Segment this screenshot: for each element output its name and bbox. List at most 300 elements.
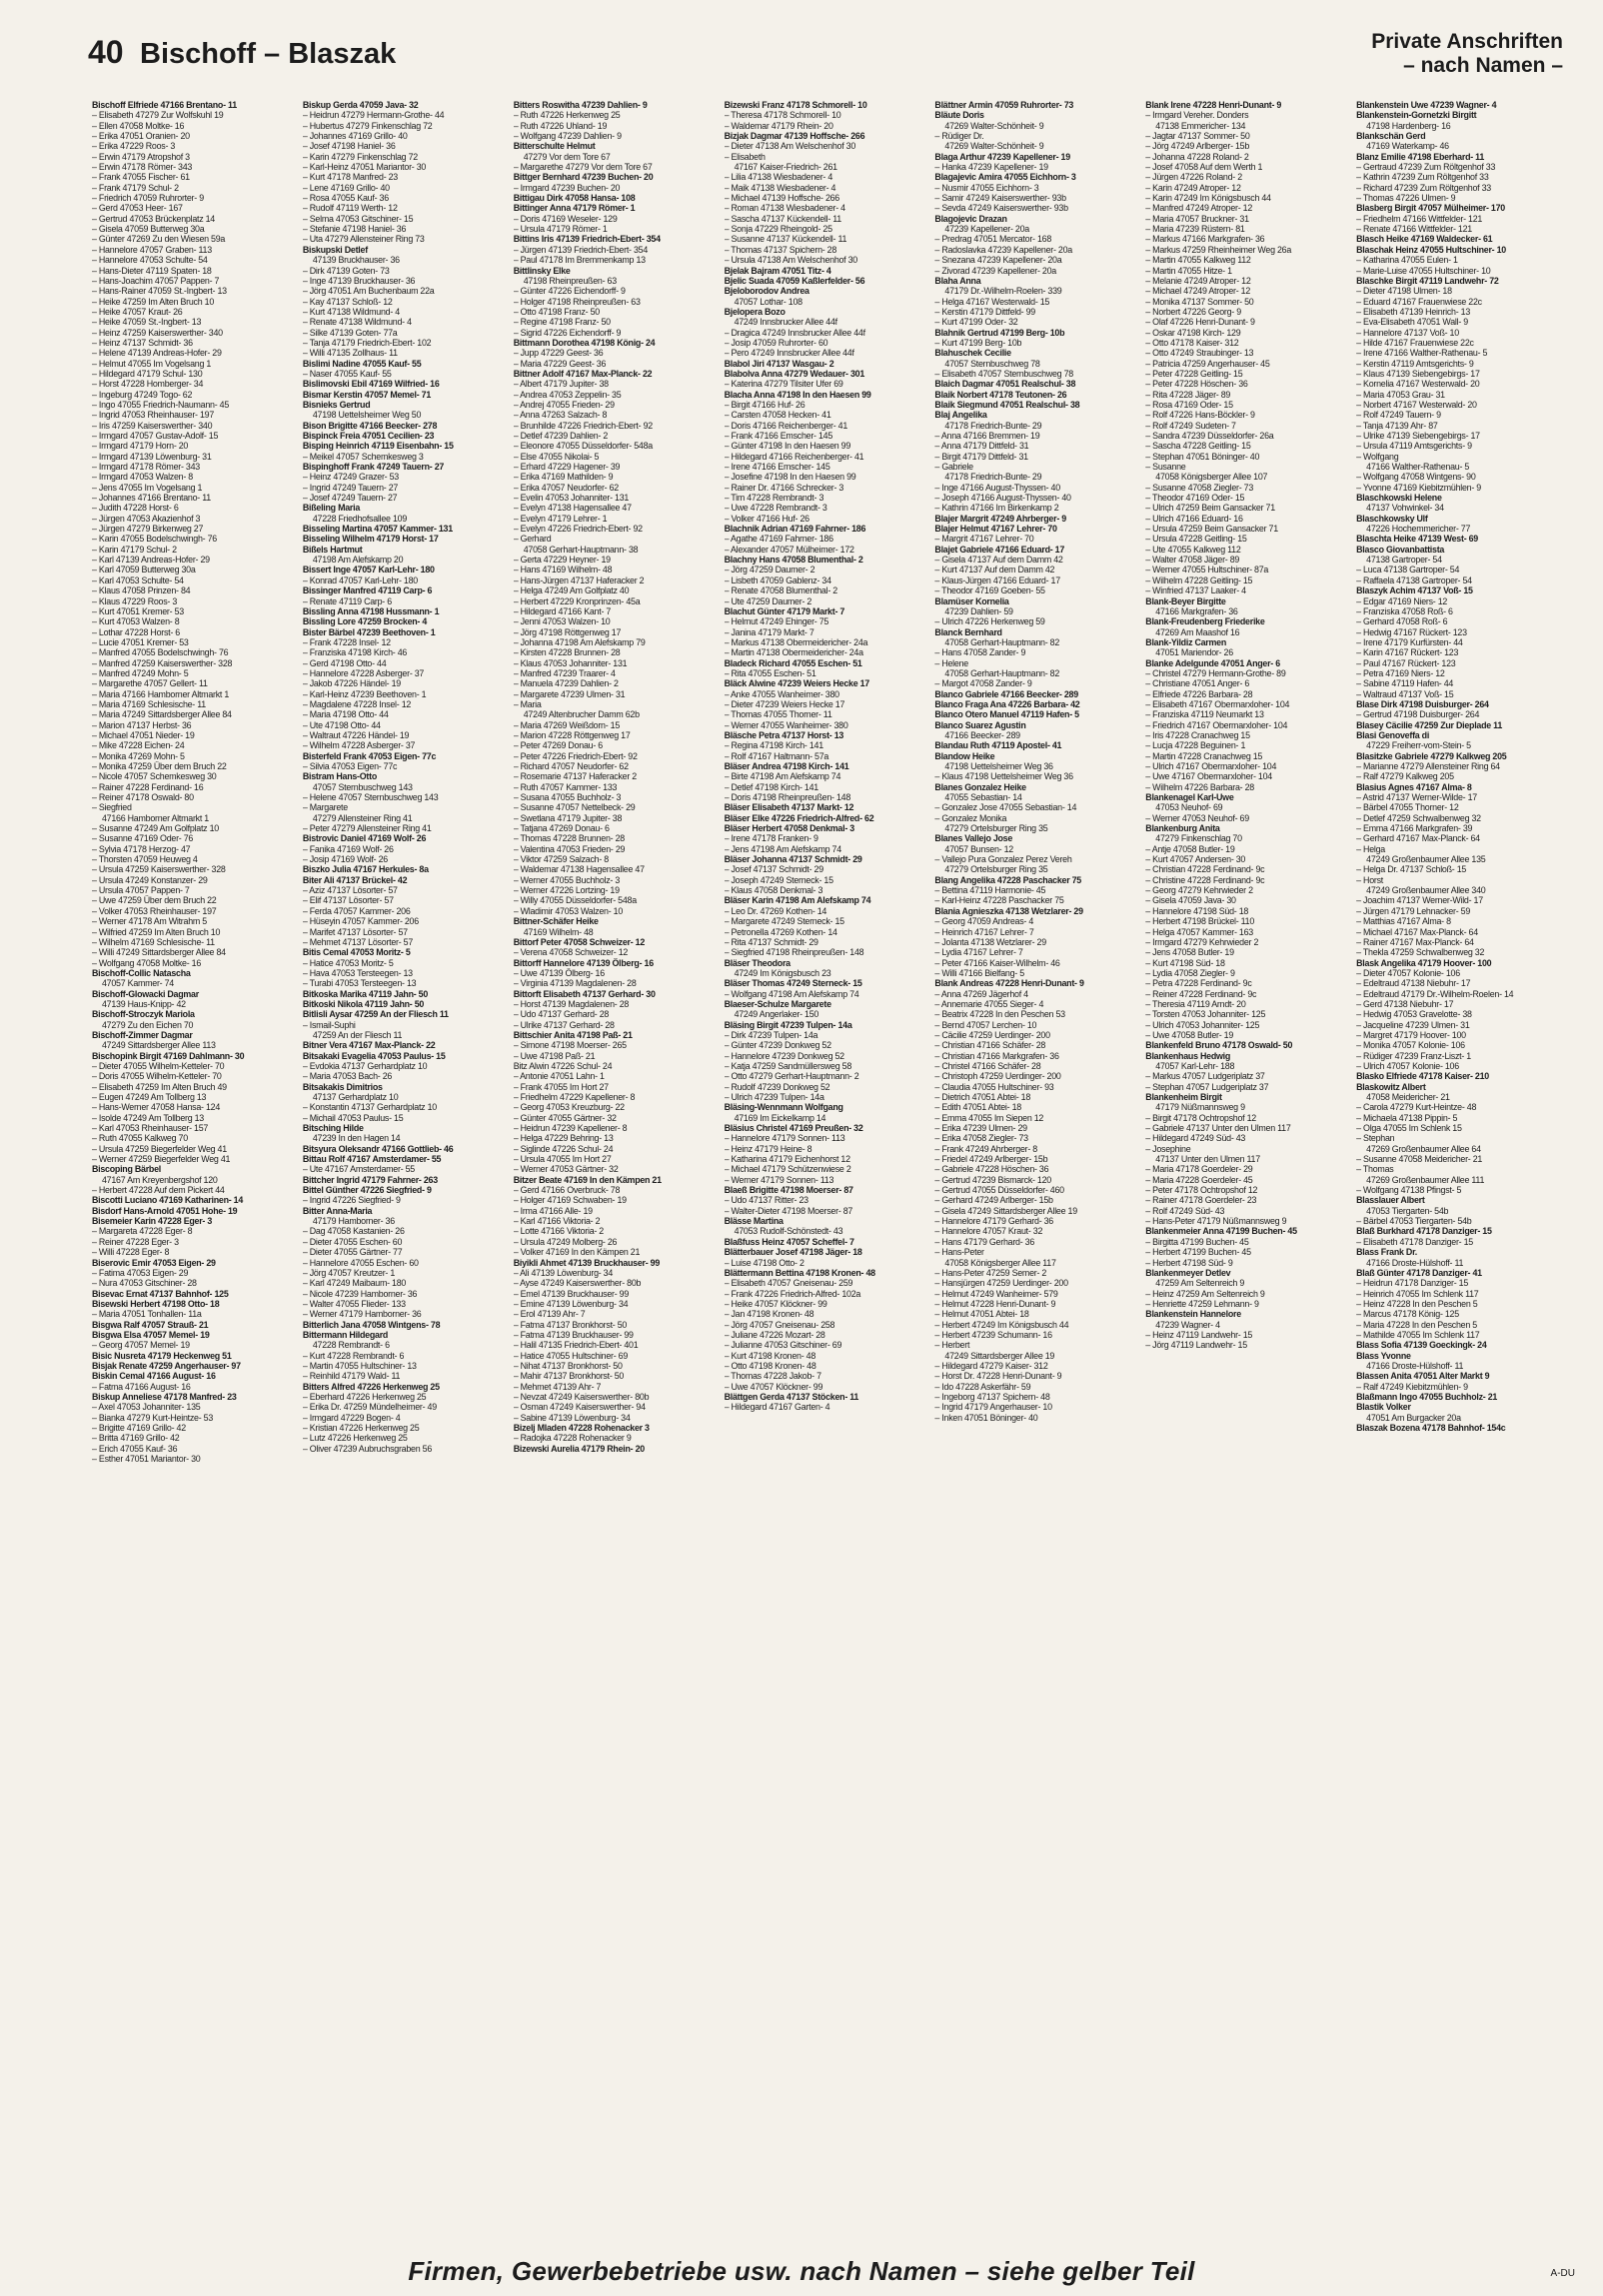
directory-entry: – Erich 47055 Kauf- 36 [92, 1443, 178, 1454]
directory-entry: – Kurt 47051 Kremer- 53 [92, 605, 184, 616]
directory-entry: – Heinrich 47055 Im Schlenk 117 [1356, 1288, 1479, 1299]
directory-entry: – Margarete 47249 Sterneck- 15 [724, 916, 844, 927]
directory-entry: Bitsakaki Evagelia 47053 Paulus- 15 [302, 1050, 446, 1061]
directory-entry: – Andrej 47055 Frieden- 29 [513, 399, 615, 410]
directory-entry: – Jürgen 47279 Birkenweg 27 [92, 524, 204, 535]
directory-entry: – Hildegard 47167 Garten- 4 [724, 1402, 830, 1413]
directory-entry: – Irmgard 47179 Horn- 20 [92, 441, 189, 452]
directory-entry: – Dieter 47138 Am Welschenhof 30 [724, 141, 856, 152]
directory-entry: Blabolva Anna 47279 Wedauer- 301 [724, 368, 865, 379]
directory-entry: Blankenfeld Bruno 47178 Oswald- 50 [1145, 1040, 1293, 1051]
directory-entry: – Kathrin 47239 Zum Röltgenhof 33 [1356, 172, 1489, 183]
directory-entry: 47269 Walter-Schönheit- 9 [944, 120, 1044, 131]
directory-entry: Bistrovic Daniel 47169 Wolf- 26 [302, 833, 427, 844]
directory-entry: – Albert 47179 Jupiter- 38 [513, 379, 609, 390]
directory-entry: Blaszyk Achim 47137 Voß- 15 [1356, 585, 1473, 596]
directory-entry: – Karin 47249 Atroper- 12 [1145, 182, 1241, 193]
directory-entry: – Waldemar 47179 Rhein- 20 [724, 120, 833, 131]
directory-entry: Biskup Gerda 47059 Java- 32 [302, 100, 419, 110]
directory-entry: – Friedhelm 47229 Kapellener- 8 [513, 1092, 636, 1102]
directory-entry: – Helga [1356, 843, 1385, 854]
directory-entry: Blass Frank Dr. [1356, 1247, 1418, 1258]
directory-entry: – Hubertus 47279 Finkenschlag 72 [302, 120, 433, 131]
directory-entry: 47051 Mariendor- 26 [1155, 647, 1233, 658]
directory-entry: – Inken 47051 Böninger- 40 [934, 1412, 1038, 1423]
directory-entry: – Norbert 47226 Georg- 9 [1145, 306, 1241, 317]
directory-entry: – Irmgard 47057 Gustav-Adolf- 15 [92, 431, 219, 441]
directory-entry: Bißeling Maria [302, 503, 360, 514]
directory-entry: Bizjak Dagmar 47139 Hoffsche- 266 [724, 131, 865, 142]
directory-entry: – Manfred 47249 Atroper- 12 [1145, 203, 1253, 214]
directory-entry: Bissling Anna 47198 Hussmann- 1 [302, 605, 440, 616]
directory-entry: – Helmut 47055 Im Vogelsang 1 [92, 358, 212, 369]
directory-entry: – Oliver 47239 Aubruchsgraben 56 [302, 1443, 433, 1454]
directory-entry: Bitkoski Nikola 47119 Jahn- 50 [302, 998, 425, 1009]
directory-entry: – Erika 47051 Oranien- 20 [92, 131, 190, 142]
directory-entry: Blank-Freudenberg Friederike [1145, 616, 1265, 627]
directory-entry: – Martin 47055 Hitze- 1 [1145, 265, 1232, 276]
directory-entry: Bitsakakis Dimitrios [302, 1081, 383, 1092]
directory-entry: – Edeltraud 47179 Dr.-Wilhelm-Roelen- 14 [1356, 988, 1514, 999]
directory-entry: Bläsius Christel 47169 Preußen- 32 [724, 1123, 863, 1134]
directory-entry: Bitlisli Aysar 47259 An der Fliesch 11 [302, 1009, 449, 1020]
directory-entry: – Markus 47057 Ludgeriplatz 37 [1145, 1071, 1265, 1082]
directory-entry: – Helga 47229 Behring- 13 [513, 1133, 614, 1144]
directory-entry: – Jörg 47057 Kreutzer- 1 [302, 1267, 396, 1278]
directory-entry: – Evelin 47053 Johanniter- 131 [513, 493, 630, 504]
directory-entry: – Werner 47055 Wanheimer- 380 [724, 719, 848, 730]
directory-entry: – Herbert 47198 Brückel- 110 [1145, 916, 1255, 927]
directory-entry: – Leo Dr. 47269 Kothen- 14 [724, 905, 827, 916]
directory-entry: – Agathe 47169 Fahrner- 186 [724, 534, 833, 545]
directory-entry: – Michael 47179 Schützenwiese 2 [724, 1164, 851, 1175]
directory-entry: – Werner 47179 Hamborner- 36 [302, 1309, 422, 1320]
directory-entry: – Fanika 47169 Wolf- 26 [302, 843, 394, 854]
directory-entry: – Helmut 47249 Wanheimer- 579 [934, 1288, 1058, 1299]
directory-entry: Bitsyura Oleksandr 47166 Gottlieb- 46 [302, 1143, 454, 1154]
directory-entry: 47279 Finkenschlag 70 [1155, 833, 1242, 844]
directory-entry: – Karl 47053 Schulte- 54 [92, 574, 184, 585]
directory-entry: – Ruth 47057 Kammer- 133 [513, 781, 618, 792]
directory-entry: Bittner Adolf 47167 Max-Planck- 22 [513, 368, 653, 379]
directory-entry: – Walter-Dieter 47198 Moerser- 87 [724, 1205, 853, 1216]
directory-entry: Bittner-Schäfer Heike [513, 916, 599, 927]
directory-column [725, 100, 929, 2228]
directory-entry: Bizewski Franz 47178 Schmorell- 10 [724, 100, 867, 110]
directory-entry: – Hannelore 47057 Kraut- 32 [934, 1226, 1043, 1237]
directory-entry: Blassen Anita 47051 Alter Markt 9 [1356, 1371, 1490, 1382]
directory-entry: – Silvia 47053 Eigen- 77c [302, 761, 398, 771]
directory-entry: – Eduard 47167 Frauenwiese 22c [1356, 296, 1482, 307]
directory-entry: – Werner 47179 Sonnen- 113 [724, 1174, 834, 1185]
directory-entry: Bläser Elisabeth 47137 Markt- 12 [724, 802, 854, 813]
directory-entry: – Gerd 47166 Overbruck- 78 [513, 1185, 621, 1196]
directory-entry: 47167 Kaiser-Friedrich- 261 [734, 162, 837, 173]
directory-entry: – Birgitta 47199 Buchen- 45 [1145, 1236, 1249, 1247]
directory-entry: – Tatjana 47269 Donau- 6 [513, 823, 610, 834]
directory-entry: – Frank 47055 Im Hort 27 [513, 1081, 609, 1092]
directory-entry: Blaschta Heike 47139 West- 69 [1356, 534, 1478, 545]
directory-entry: – Brunhilde 47226 Friedrich-Ebert- 92 [513, 420, 653, 431]
directory-entry: Bislimovski Ebil 47169 Wilfried- 16 [302, 379, 440, 390]
directory-entry: Bittau Rolf 47167 Amsterdamer- 55 [302, 1154, 442, 1165]
directory-entry: – Kurt 47228 Rembrandt- 6 [302, 1350, 405, 1361]
directory-entry: – Fatma 47137 Bronkhorst- 50 [513, 1319, 628, 1330]
directory-entry: 47249 Altenbrucher Damm 62b [523, 709, 640, 720]
directory-entry: – Uwe 47198 Paß- 21 [513, 1050, 596, 1061]
directory-entry: – Renate 47166 Wittfelder- 121 [1356, 224, 1472, 235]
directory-entry: 47259 An der Fliesch 11 [312, 1029, 403, 1040]
directory-entry: – Margot 47058 Zander- 9 [934, 678, 1032, 689]
directory-entry: – Gerhard [513, 534, 552, 545]
directory-entry: – Georg 47059 Andreas- 4 [934, 916, 1034, 927]
directory-entry: Bischopink Birgit 47169 Dahlmann- 30 [92, 1050, 245, 1061]
directory-entry: – Rudolf 47239 Donkweg 52 [724, 1081, 830, 1092]
directory-entry: – Jörg 47057 Gneisenau- 258 [724, 1319, 835, 1330]
directory-entry: – Astrid 47137 Werner-Wilde- 17 [1356, 792, 1477, 803]
directory-entry: – Gabriele 47228 Höschen- 36 [934, 1164, 1049, 1175]
directory-entry: 47057 Karl-Lehr- 188 [1155, 1060, 1235, 1071]
directory-entry: – Heidrun 47239 Kapellener- 8 [513, 1123, 628, 1134]
directory-entry: 47139 Haus-Knipp- 42 [102, 998, 186, 1009]
directory-entry: – Else 47055 Nikolai- 5 [513, 451, 600, 462]
page-number: 40 [88, 34, 124, 70]
directory-entry: Blaha Anna [934, 275, 981, 286]
directory-entry: – Anke 47055 Wanheimer- 380 [724, 688, 839, 699]
directory-entry: – Ruth 47226 Herkenweg 25 [513, 110, 621, 121]
directory-entry: – Sascha 47137 Kückendell- 11 [724, 213, 841, 224]
directory-entry: Blasco Giovanbattista [1356, 544, 1445, 555]
directory-entry: – Julianne 47053 Gitschiner- 69 [724, 1340, 842, 1351]
directory-entry: Bismar Kerstin 47057 Memel- 71 [302, 389, 432, 400]
directory-entry: – Ralf 47279 Kalkweg 205 [1356, 771, 1454, 782]
directory-entry: 47058 Königsberger Allee 107 [1155, 472, 1268, 483]
directory-entry: – Siglinde 47226 Schul- 24 [513, 1143, 614, 1154]
directory-entry: – Elfriede 47226 Barbara- 28 [1145, 688, 1253, 699]
directory-entry: – Hannelore 47057 Graben- 113 [92, 244, 212, 255]
directory-entry: – Elisabeth 47279 Zur Wolfskuhl 19 [92, 110, 224, 121]
directory-entry: – Christine 47228 Ferdinand- 9c [1145, 874, 1265, 885]
directory-entry: Bitner Vera 47167 Max-Planck- 22 [302, 1040, 436, 1051]
directory-entry: – Heinrich 47167 Lehrer- 7 [934, 926, 1034, 937]
directory-entry: – Helga Dr. 47137 Schloß- 15 [1356, 864, 1467, 875]
directory-entry: Blandow Heike [934, 750, 995, 761]
directory-entry: – Lisbeth 47059 Gablenz- 34 [724, 574, 831, 585]
directory-entry: – Inge 47166 August-Thyssen- 40 [934, 482, 1060, 493]
directory-entry: Blamüser Kornelia [934, 595, 1009, 606]
directory-entry: – Ulrich 47226 Herkenweg 59 [934, 616, 1045, 627]
directory-entry: – Jörg 47051 Am Buchenbaum 22a [302, 286, 435, 297]
directory-entry: – Emine 47139 Löwenburg- 34 [513, 1298, 629, 1309]
directory-entry: – Sascha 47228 Geitling- 15 [1145, 441, 1251, 452]
page-title: Bischoff – Blaszak [140, 38, 397, 70]
directory-entry: – Klaus 47058 Denkmal- 3 [724, 885, 823, 896]
directory-entry: – Markus 47259 Rheinheimer Weg 26a [1145, 244, 1292, 255]
directory-entry: – Johanna 47198 Am Alefskamp 79 [513, 636, 646, 647]
directory-entry: – Hans-Jürgen 47137 Haferacker 2 [513, 574, 645, 585]
directory-entry: – Horst [1356, 874, 1383, 885]
directory-entry: Bisewski Herbert 47198 Otto- 18 [92, 1298, 220, 1309]
directory-entry: – Radoslavka 47239 Kapellener- 20a [934, 244, 1072, 255]
directory-entry: – Ulrich 47259 Beim Gansacker 71 [1145, 503, 1275, 514]
directory-entry: – Birgit 47178 Ochtropshof 12 [1145, 1112, 1256, 1123]
directory-entry: – Dag 47058 Kastanien- 26 [302, 1226, 405, 1237]
directory-entry: Bischoff-Glowacki Dagmar [92, 988, 199, 999]
directory-entry: Blahuschek Cecilie [934, 348, 1011, 359]
directory-entry: Bittins Iris 47139 Friedrich-Ebert- 354 [513, 234, 661, 245]
directory-entry: – Michael 47139 Hoffsche- 266 [724, 193, 839, 204]
directory-entry: – Herbert 47239 Schumann- 16 [934, 1329, 1052, 1340]
directory-entry: Blaich Dagmar 47051 Realschul- 38 [934, 379, 1076, 390]
directory-entry: – Jürgen 47179 Lehnacker- 59 [1356, 905, 1471, 916]
directory-entry: – Simone 47198 Moerser- 265 [513, 1040, 627, 1051]
directory-entry: – Gerd 47053 Heer- 167 [92, 203, 183, 214]
directory-entry: Bittschier Anita 47198 Paß- 21 [513, 1029, 633, 1040]
directory-entry: – Ute 47167 Amsterdamer- 55 [302, 1164, 415, 1175]
directory-entry: – Peter 47269 Donau- 6 [513, 740, 603, 751]
directory-entry: – Kurt 47178 Manfred- 23 [302, 172, 398, 183]
directory-entry: Bischoff-Stroczyk Mariola [92, 1009, 195, 1020]
directory-entry: – Maria 47053 Grau- 31 [1356, 389, 1445, 400]
directory-entry: – Rolf 47249 Sudeten- 7 [1145, 420, 1236, 431]
directory-entry: – Hans-Peter [934, 1247, 984, 1258]
directory-entry: – Susanne 47169 Oder- 76 [92, 833, 194, 844]
directory-entry: – Susanne 47249 Am Golfplatz 10 [92, 823, 219, 834]
directory-entry: – Rita 47228 Jäger- 89 [1145, 389, 1231, 400]
directory-entry: – Heinz 47137 Schmidt- 36 [92, 337, 193, 348]
directory-entry: – Lydia 47058 Ziegler- 9 [1145, 967, 1235, 978]
directory-entry: – Kurt 47199 Berg- 10b [934, 337, 1022, 348]
directory-entry: – Waltraud 47137 Voß- 15 [1356, 688, 1454, 699]
directory-entry: – Irene 47166 Walther-Rathenau- 5 [1356, 348, 1488, 359]
directory-entry: – Jenni 47053 Walzen- 10 [513, 616, 611, 627]
directory-entry: Blässe Martina [724, 1216, 784, 1227]
directory-entry: 47166 Beecker- 289 [944, 729, 1020, 740]
directory-entry: – Hans 47169 Wilhelm- 48 [513, 565, 613, 575]
directory-entry: – Friedel 47249 Arlberger- 15b [934, 1154, 1048, 1165]
directory-entry: – Heike 47059 St.-Ingbert- 13 [92, 317, 202, 328]
directory-entry: – Elisabeth 47057 Gneisenau- 259 [724, 1278, 853, 1289]
directory-entry: – Kurt 47198 Süd- 18 [1145, 957, 1225, 968]
directory-entry: – Michael 47249 Atroper- 12 [1145, 286, 1251, 297]
directory-entry: Bläck Alwine 47239 Weiers Hecke 17 [724, 678, 869, 689]
directory-entry: – Sabine 47119 Hafen- 44 [1356, 678, 1454, 689]
directory-entry: – Lothar 47228 Horst- 6 [92, 626, 180, 637]
directory-entry: – Melanie 47249 Atroper- 12 [1145, 275, 1251, 286]
directory-entry: – Gertrud 47239 Bismarck- 120 [934, 1174, 1051, 1185]
directory-entry: 47249 Sittardsberger Allee 113 [102, 1040, 216, 1051]
directory-entry: – Heike 47057 Klöckner- 99 [724, 1298, 827, 1309]
directory-entry: 47138 Gartroper- 54 [1366, 555, 1442, 566]
directory-entry: 47198 Rheinpreußen- 63 [523, 275, 617, 286]
directory-entry: – Willi 47228 Eger- 8 [92, 1247, 170, 1258]
directory-entry: Blasch Heike 47169 Waldecker- 61 [1356, 234, 1493, 245]
directory-entry: – Winfried 47137 Laaker- 4 [1145, 585, 1246, 596]
directory-entry: – Ursula 47228 Geitling- 15 [1145, 534, 1247, 545]
directory-entry: Blachny Hans 47058 Blumenthal- 2 [724, 555, 863, 566]
directory-entry: – Gerd 47198 Otto- 44 [302, 657, 387, 668]
directory-entry: – Lutz 47226 Herkenweg 25 [302, 1433, 408, 1444]
directory-entry: – Kornelia 47167 Westerwald- 20 [1356, 379, 1480, 390]
directory-entry: – Klaus 47058 Prinzen- 84 [92, 585, 191, 596]
directory-entry: 47058 Gerhart-Hauptmann- 82 [944, 667, 1060, 678]
directory-entry: – Luca 47138 Gartroper- 54 [1356, 565, 1460, 575]
directory-entry: Bitsching Hilde [302, 1123, 364, 1134]
directory-entry: – Friedhelm 47166 Wittfelder- 121 [1356, 213, 1483, 224]
directory-entry: – Sabine 47139 Löwenburg- 34 [513, 1412, 631, 1423]
directory-entry: – Frank 47166 Emscher- 145 [724, 431, 833, 441]
directory-entry: – Theodor 47169 Goeben- 55 [934, 585, 1045, 596]
directory-entry: – Maria 47169 Schlesische- 11 [92, 698, 206, 709]
directory-entry: – Joseph 47249 Sterneck- 15 [724, 874, 833, 885]
directory-entry: Blankenheim Birgit [1145, 1092, 1222, 1102]
directory-entry: – Klaus 47229 Roos- 3 [92, 595, 178, 606]
directory-entry: Bittel Günther 47226 Siegfried- 9 [302, 1185, 432, 1196]
directory-entry: – Margareta 47228 Eger- 8 [92, 1226, 193, 1237]
directory-entry: – Klaus 47053 Johanniter- 131 [513, 657, 628, 668]
directory-entry: – Ingrid 47053 Rheinhauser- 197 [92, 410, 215, 421]
directory-entry: – Christel 47279 Hermann-Grothe- 89 [1145, 667, 1286, 678]
directory-entry: 47057 Sternbuschweg 143 [312, 781, 413, 792]
directory-entry: – Dieter 47055 Gärtner- 77 [302, 1247, 403, 1258]
directory-entry: – Nicole 47057 Schemkesweg 30 [92, 771, 217, 782]
directory-entry: – Frank 47228 Insel- 12 [302, 636, 391, 647]
directory-entry: – Waltraut 47226 Händel- 19 [302, 729, 410, 740]
directory-entry: – Richard 47239 Zum Röltgenhof 33 [1356, 182, 1491, 193]
directory-entry: – Hilde 47167 Frauenwiese 22c [1356, 337, 1474, 348]
directory-entry: – Claudia 47055 Hultschiner- 93 [934, 1081, 1054, 1092]
directory-entry: – Irma 47166 Alle- 19 [513, 1205, 593, 1216]
directory-entry: – Marcus 47178 König- 125 [1356, 1309, 1459, 1320]
directory-entry: – Lucja 47228 Beguinen- 1 [1145, 740, 1246, 751]
directory-entry: – Herbert 47228 Auf dem Pickert 44 [92, 1185, 225, 1196]
directory-entry: – Ayse 47249 Kaiserswerther- 80b [513, 1278, 642, 1289]
directory-entry: – Gabriele [934, 462, 973, 473]
directory-entry: – Margrit 47167 Lehrer- 70 [934, 534, 1034, 545]
directory-entry: Bläsche Petra 47137 Horst- 13 [724, 729, 844, 740]
directory-entry: – Bärbel 47055 Thorner- 12 [1356, 802, 1459, 813]
directory-entry: Bisic Nusreta 47179 Heckenweg 51 [92, 1350, 232, 1361]
directory-entry: Blaßfuss Heinz 47057 Scheffel- 7 [724, 1236, 854, 1247]
directory-entry: – Ute 47259 Daumer- 2 [724, 595, 812, 606]
directory-entry: – Carsten 47058 Hecken- 41 [724, 410, 831, 421]
directory-entry: Bisevac Ernat 47137 Bahnhof- 125 [92, 1288, 229, 1299]
directory-entry: Blaschak Heinz 47055 Hultschiner- 10 [1356, 244, 1506, 255]
directory-entry: – Marifet 47137 Lösorter- 57 [302, 926, 408, 937]
directory-entry: 47269 Walter-Schönheit- 9 [944, 141, 1044, 152]
directory-entry: Bittcher Ingrid 47179 Fahrner- 263 [302, 1174, 438, 1185]
directory-entry: – Stephan [1356, 1133, 1395, 1144]
directory-entry: Blaschkowsky Ulf [1356, 513, 1428, 524]
directory-entry: Biyikli Ahmet 47139 Bruckhauser- 99 [513, 1257, 661, 1268]
directory-entry: Blang Angelika 47228 Paschacker 75 [934, 874, 1081, 885]
directory-entry: Blase Dirk 47198 Duisburger- 264 [1356, 698, 1489, 709]
directory-entry: – Aziz 47137 Lösorter- 57 [302, 885, 398, 896]
directory-entry: – Hannelore 47137 Voß- 10 [1356, 327, 1459, 338]
directory-entry: – Carola 47279 Kurt-Heintze- 48 [1356, 1102, 1477, 1113]
directory-entry: – Karin 47249 Im Königsbusch 44 [1145, 193, 1271, 204]
directory-entry: – Volker 47053 Rheinhauser- 197 [92, 905, 217, 916]
directory-entry: 47269 Großenbaumer Allee 111 [1366, 1174, 1485, 1185]
directory-entry: – Margarethe 47057 Gellert- 11 [92, 678, 208, 689]
directory-entry: – Wilfried 47259 Im Alten Bruch 10 [92, 926, 221, 937]
directory-entry: – Anna 47166 Bremmen- 19 [934, 431, 1040, 441]
directory-entry: – Isolde 47249 Am Tollberg 13 [92, 1112, 204, 1123]
directory-entry: – Predrag 47051 Mercator- 168 [934, 234, 1052, 245]
directory-entry: – Willy 47055 Düsseldorfer- 548a [513, 895, 637, 906]
directory-entry: – Gerhard 47058 Roß- 6 [1356, 616, 1448, 627]
directory-entry: 47169 Im Eickelkamp 14 [734, 1112, 826, 1123]
directory-entry: – Herbert 47199 Buchen- 45 [1145, 1247, 1251, 1258]
directory-entry: – Werner 47178 Am Witrahm 5 [92, 916, 207, 927]
directory-entry: 47228 Friedhofsallee 109 [312, 513, 408, 524]
directory-entry: Blättner Armin 47059 Ruhrorter- 73 [934, 100, 1074, 110]
directory-entry: – Manfred 47249 Mohn- 5 [92, 667, 189, 678]
directory-entry: – Rainer 47167 Max-Planck- 64 [1356, 936, 1474, 947]
directory-entry: Blastik Volker [1356, 1402, 1411, 1413]
directory-entry: – Rita 47137 Schmidt- 29 [724, 936, 818, 947]
directory-entry: – Fatma 47139 Bruckhauser- 99 [513, 1329, 634, 1340]
directory-entry: – Andrea 47053 Zeppelin- 35 [513, 389, 622, 400]
directory-entry: – Jacqueline 47239 Ulmen- 31 [1356, 1019, 1470, 1030]
directory-entry: – Michaela 47138 Pippin- 5 [1356, 1112, 1458, 1123]
directory-entry: 47055 Sebastian- 14 [944, 792, 1022, 803]
directory-entry: – Günter 47198 In den Haesen 99 [724, 441, 851, 452]
directory-entry: 47057 Lothar- 108 [734, 296, 802, 307]
directory-entry: – Pero 47249 Innsbrucker Allee 44f [724, 348, 854, 359]
directory-entry: – Bernd 47057 Lerchen- 10 [934, 1019, 1037, 1030]
directory-entry: – Eva-Elisabeth 47051 Wall- 9 [1356, 317, 1468, 328]
directory-entry: 47169 Waterkamp- 46 [1366, 141, 1449, 152]
directory-entry: – Gerhard 47167 Max-Planck- 64 [1356, 833, 1480, 844]
directory-entry: – Gonzalez Monika [934, 812, 1007, 823]
directory-entry: Blank-Beyer Birgitte [1145, 595, 1226, 606]
directory-entry: Bjelak Bajram 47051 Titz- 4 [724, 265, 831, 276]
directory-entry: – Hildegard 47279 Kaiser- 312 [934, 1360, 1048, 1371]
directory-entry: – Helga 47249 Am Golfplatz 40 [513, 585, 630, 596]
directory-entry: – Ingrid 47226 Siegfried- 9 [302, 1195, 401, 1206]
directory-entry: – Hannelore 47239 Donkweg 52 [724, 1050, 844, 1061]
directory-entry: – Karin 47167 Rückert- 123 [1356, 647, 1459, 658]
directory-entry: – Jakob 47226 Händel- 19 [302, 678, 401, 689]
directory-entry: – Maria 47249 Sittardsberger Allee 84 [92, 709, 232, 720]
directory-entry: – Peter 47226 Friedrich-Ebert- 92 [513, 750, 638, 761]
directory-entry: – Nihat 47137 Bronkhorst- 50 [513, 1360, 623, 1371]
directory-entry: – Reinhild 47179 Wald- 11 [302, 1371, 401, 1382]
directory-entry: – Stephan 47057 Ludgeriplatz 37 [1145, 1081, 1269, 1092]
directory-entry: 47249 Großenbaumer Allee 340 [1366, 885, 1486, 896]
directory-entry: – Reiner 47228 Eger- 3 [92, 1236, 179, 1247]
directory-entry: 47249 Angerlaker- 150 [734, 1009, 819, 1020]
directory-entry: Blätterbauer Josef 47198 Jäger- 18 [724, 1247, 862, 1258]
directory-entry: – Wolfgang [1356, 451, 1399, 462]
directory-entry: – Ursula 47138 Am Welschenhof 30 [724, 255, 857, 266]
directory-entry: – Helmut 47051 Abtei- 18 [934, 1309, 1029, 1320]
directory-column [934, 100, 1139, 2228]
directory-entry: – Hava 47053 Tersteegen- 13 [302, 967, 413, 978]
directory-entry: – Jörg 47259 Daumer- 2 [724, 565, 815, 575]
directory-entry: Blanes Vallejo Jose [934, 833, 1013, 844]
directory-entry: – Katharina 47055 Eulen- 1 [1356, 255, 1458, 266]
directory-entry: – Hans-Peter 47179 Nüßmannsweg 9 [1145, 1216, 1287, 1227]
directory-entry: 47179 Dr.-Wilhelm-Roelen- 339 [944, 286, 1062, 297]
directory-entry: – Evelyn 47226 Friedrich-Ebert- 92 [513, 524, 643, 535]
directory-entry: – Elisabeth [724, 151, 766, 162]
directory-entry: – Petra 47228 Ferdinand- 9c [1145, 978, 1252, 989]
directory-entry: – Erika 47057 Neudorfer- 62 [513, 482, 619, 493]
directory-entry: – Susanne 47137 Kückendell- 11 [724, 234, 847, 245]
directory-entry: – Gerta 47229 Heyner- 19 [513, 555, 611, 566]
